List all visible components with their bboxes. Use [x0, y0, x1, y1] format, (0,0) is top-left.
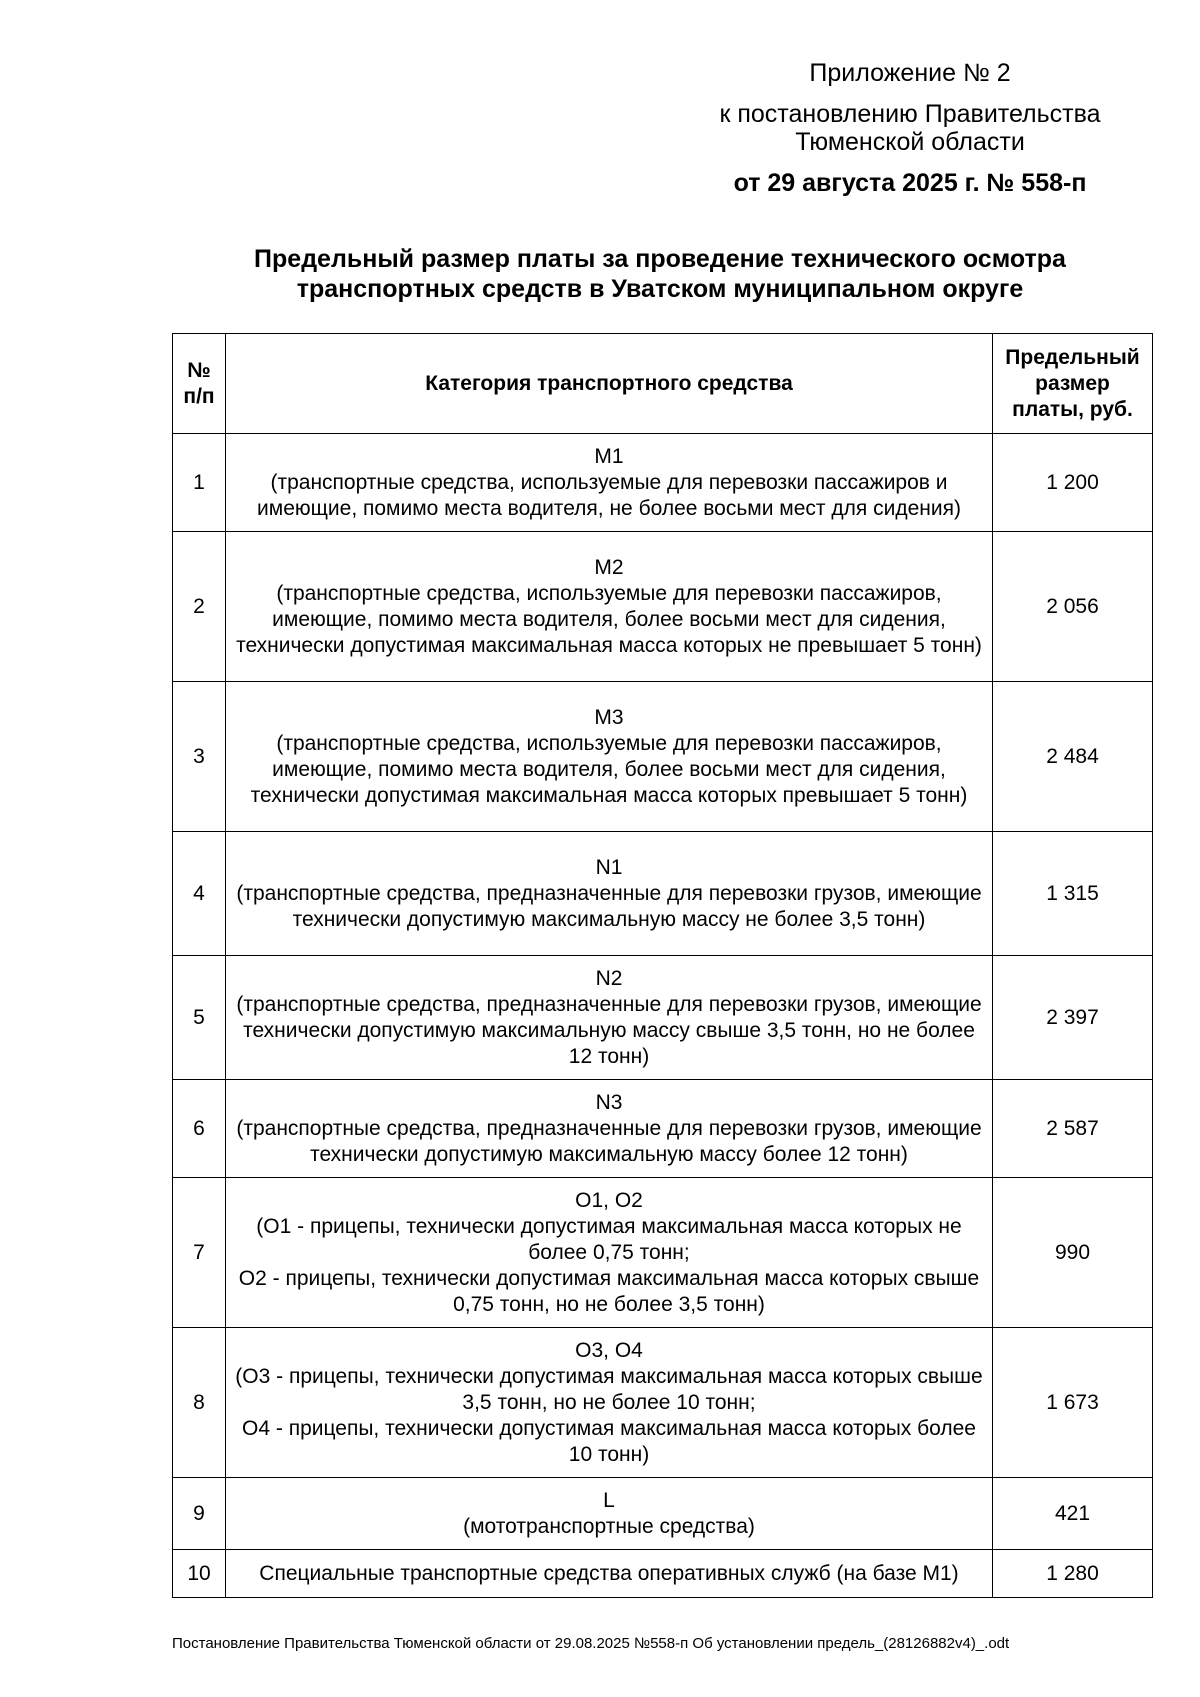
table-row [173, 832, 1153, 956]
category-code: N2 [595, 966, 623, 990]
table-row [173, 682, 1153, 832]
category-code: O1, O2 [575, 1188, 643, 1212]
table-row [173, 1478, 1153, 1550]
category-description-1: (O1 - прицепы, технически допустимая максимальная масса которых не более 0,75 тонн; [256, 1214, 962, 1264]
row-num: 3 [173, 682, 226, 832]
document-title [170, 244, 1150, 304]
row-price: 990 [993, 1178, 1153, 1328]
row-category [226, 1478, 993, 1550]
category-description-1: (O3 - прицепы, технически допустимая максимальная масса которых свыше 3,5 тонн, но не более 10 тонн; [235, 1364, 983, 1414]
row-category [226, 956, 993, 1080]
category-description: (транспортные средства, используемые для перевозки пассажиров, имеющие, помимо места водителя, более восьми мест для сидения, технически допустимая максимальная масса которых не превышает 5 тонн) [236, 581, 982, 657]
table-row [173, 956, 1153, 1080]
table-row [173, 532, 1153, 682]
row-price: 2 484 [993, 682, 1153, 832]
row-num: 2 [173, 532, 226, 682]
row-price: 2 056 [993, 532, 1153, 682]
document-header [700, 58, 1120, 198]
table-row [173, 1328, 1153, 1478]
category-code: M3 [594, 705, 624, 729]
category-description: (транспортные средства, предназначенные для перевозки грузов, имеющие технически допустимую максимальную массу свыше 3,5 тонн, но не более 12 тонн) [236, 992, 982, 1068]
document-title-line-2: транспортных средств в Уватском муниципальном округе [296, 275, 1024, 303]
category-description: (мототранспортные средства) [463, 1514, 755, 1538]
category-description: (транспортные средства, предназначенные для перевозки грузов, имеющие технически допустимую максимальную массу не более 3,5 тонн) [236, 881, 982, 931]
category-code: N1 [595, 855, 623, 879]
category-description: Специальные транспортные средства оперативных служб (на базе M1) [259, 1561, 959, 1585]
document-footer: Постановление Правительства Тюменской области от 29.08.2025 №558-п Об установлении предель_(28126882v4)_.odt [172, 1635, 1010, 1652]
table-header-row [173, 334, 1153, 434]
row-price: 1 280 [993, 1550, 1153, 1598]
resolution-line-2: Тюменской области [795, 128, 1025, 156]
category-description: (транспортные средства, используемые для перевозки пассажиров, имеющие, помимо места водителя, более восьми мест для сидения, технически допустимая максимальная масса которых превышает 5 тонн) [250, 731, 968, 807]
row-num: 6 [173, 1080, 226, 1178]
row-num: 8 [173, 1328, 226, 1478]
row-price: 2 587 [993, 1080, 1153, 1178]
row-num: 9 [173, 1478, 226, 1550]
resolution-line-1: к постановлению Правительства [719, 100, 1101, 128]
category-code: M2 [594, 555, 624, 579]
resolution-reference [700, 100, 1120, 156]
row-category [226, 434, 993, 532]
header-category: Категория транспортного средства [226, 334, 993, 434]
category-description-2: O4 - прицепы, технически допустимая максимальная масса которых более 10 тонн) [242, 1416, 976, 1466]
row-price: 1 673 [993, 1328, 1153, 1478]
row-num: 1 [173, 434, 226, 532]
category-code: L [603, 1488, 615, 1512]
row-category [226, 1550, 993, 1598]
row-num: 7 [173, 1178, 226, 1328]
row-category [226, 1080, 993, 1178]
table-row [173, 1080, 1153, 1178]
row-category [226, 1178, 993, 1328]
table-row [173, 1178, 1153, 1328]
table-row [173, 1550, 1153, 1598]
row-category [226, 832, 993, 956]
category-description: (транспортные средства, предназначенные для перевозки грузов, имеющие технически допустимую максимальную массу более 12 тонн) [236, 1116, 982, 1166]
header-num: № п/п [173, 334, 226, 434]
row-num: 4 [173, 832, 226, 956]
row-price: 2 397 [993, 956, 1153, 1080]
category-code: M1 [594, 444, 624, 468]
row-num: 5 [173, 956, 226, 1080]
category-description: (транспортные средства, используемые для перевозки пассажиров и имеющие, помимо места водителя, не более восьми мест для сидения) [257, 470, 961, 520]
row-price: 1 315 [993, 832, 1153, 956]
row-category [226, 1328, 993, 1478]
table-row [173, 434, 1153, 532]
category-code: O3, O4 [575, 1338, 643, 1362]
category-description-2: O2 - прицепы, технически допустимая максимальная масса которых свыше 0,75 тонн, но не более 3,5 тонн) [238, 1266, 980, 1316]
header-price: Предельный размер платы, руб. [993, 334, 1153, 434]
row-price: 1 200 [993, 434, 1153, 532]
fee-table [172, 333, 1153, 1598]
row-num: 10 [173, 1550, 226, 1598]
appendix-title: Приложение № 2 [809, 59, 1011, 87]
row-price: 421 [993, 1478, 1153, 1550]
row-category [226, 682, 993, 832]
document-title-line-1: Предельный размер платы за проведение технического осмотра [254, 245, 1066, 273]
row-category [226, 532, 993, 682]
resolution-date-number: от 29 августа 2025 г. № 558-п [733, 169, 1087, 197]
category-code: N3 [595, 1090, 623, 1114]
